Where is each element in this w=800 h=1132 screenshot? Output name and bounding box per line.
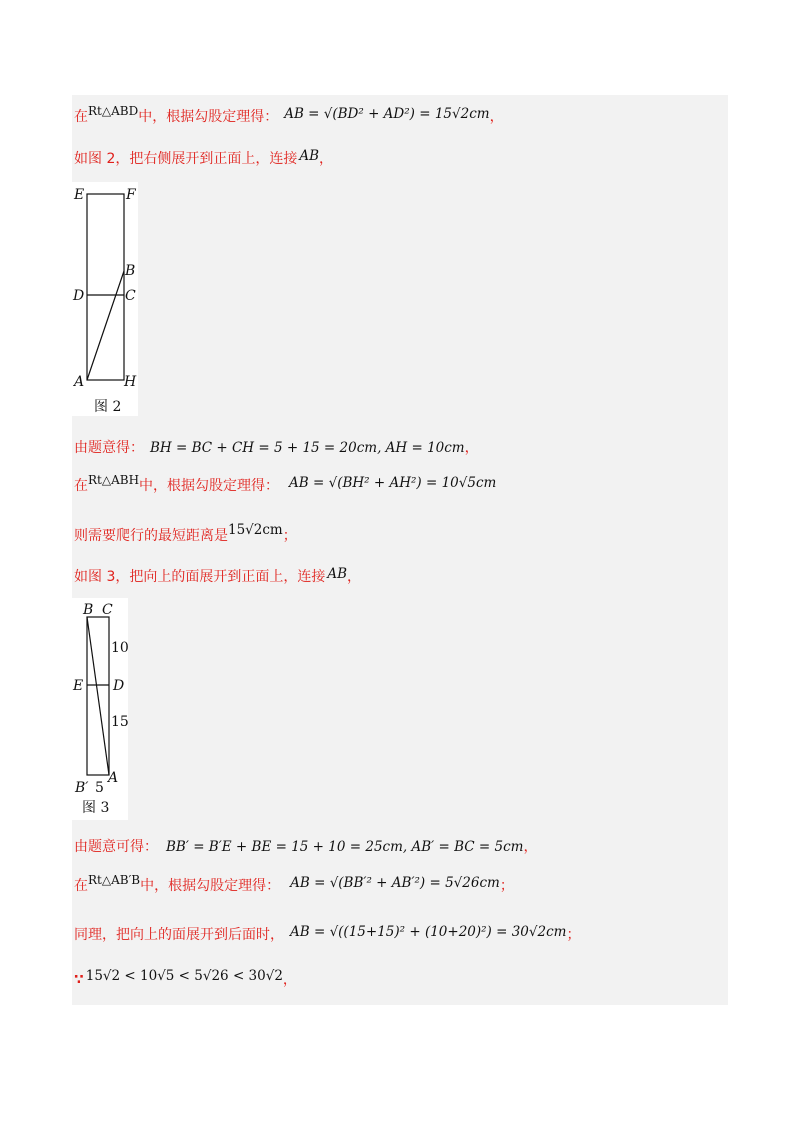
line-5-prefix: 则需要爬行的最短距离是	[74, 528, 228, 544]
label-A: A	[74, 374, 85, 390]
line-5-formula: 15√2cm	[228, 522, 283, 538]
line-8-middle: 中，根据勾股定理得：	[140, 878, 281, 894]
label-E: E	[73, 678, 84, 694]
line-1-suffix: ，	[489, 109, 504, 125]
line-8-suffix: ；	[499, 878, 514, 894]
line-3-formula: BH = BC + CH = 5 + 15 = 20cm, AH = 10cm	[150, 440, 465, 456]
line-7-prefix: 由题意可得：	[74, 839, 158, 855]
figure-2-diagram	[72, 182, 138, 416]
line-7-suffix: ，	[523, 839, 538, 855]
length-10: 10	[111, 640, 128, 656]
text-line-8	[74, 873, 514, 895]
line-1-prefix: 在	[74, 109, 88, 125]
text-line-1	[74, 104, 504, 126]
label-A: A	[108, 770, 119, 786]
line-9-formula: AB = √((15+15)² + (10+20)²) = 30√2cm	[290, 924, 567, 940]
line-1-middle: 中，根据勾股定理得：	[138, 109, 279, 125]
label-C: C	[102, 602, 113, 618]
text-line-7	[74, 836, 537, 856]
line-8-prefix: 在	[74, 878, 88, 894]
line-10-formula: 15√2 < 10√5 < 5√26 < 30√2	[85, 968, 283, 984]
line-4-formula: AB = √(BH² + AH²) = 10√5cm	[289, 475, 497, 491]
line-2-text: 如图 2，把右侧展开到正面上，连接	[74, 151, 298, 167]
figure-3	[72, 598, 128, 820]
label-C: C	[125, 288, 136, 304]
line-2-suffix: ，	[319, 151, 334, 167]
because-symbol: ∵	[74, 972, 84, 988]
label-H: H	[124, 374, 137, 390]
text-line-3	[74, 437, 479, 457]
label-D: D	[113, 678, 125, 694]
figure-3-caption: 图 3	[82, 800, 110, 816]
length-5: 5	[95, 780, 104, 796]
line-1-triangle: Rt△ABD	[88, 104, 139, 118]
line-1-formula: AB = √(BD² + AD²) = 15√2cm	[284, 106, 490, 122]
line-8-triangle: Rt△AB′B	[88, 873, 141, 887]
line-3-suffix: ，	[464, 440, 479, 456]
line-3-prefix: 由题意得：	[74, 440, 144, 456]
line-5-suffix: ；	[282, 528, 297, 544]
line-10-suffix: ，	[282, 972, 297, 988]
line-4-middle: 中，根据勾股定理得：	[139, 478, 280, 494]
line-6-text: 如图 3，把向上的面展开到正面上，连接	[74, 569, 326, 585]
text-line-4	[74, 473, 496, 495]
line-2-math: AB	[299, 148, 320, 164]
line-9-suffix: ；	[566, 927, 581, 943]
label-E: E	[74, 187, 85, 203]
text-line-5	[74, 522, 297, 545]
label-B: B	[83, 602, 94, 618]
line-7-formula: BB′ = B′E + BE = 15 + 10 = 25cm, AB′ = BC = 5cm	[166, 839, 524, 855]
line-6-suffix: ，	[347, 569, 362, 585]
text-line-9	[74, 924, 580, 944]
text-line-2	[74, 148, 333, 168]
figure-2	[72, 182, 138, 416]
figure-2-caption: 图 2	[94, 399, 122, 415]
line-8-formula: AB = √(BB′² + AB′²) = 5√26cm	[290, 875, 500, 891]
line-4-prefix: 在	[74, 478, 88, 494]
text-line-6	[74, 566, 361, 586]
label-B: B	[125, 263, 136, 279]
line-9-prefix: 同理，把向上的面展开到后面时，	[74, 927, 284, 943]
text-line-10	[74, 968, 297, 989]
label-F: F	[126, 187, 136, 203]
label-D: D	[73, 288, 85, 304]
document-panel	[72, 95, 728, 1005]
label-B-prime: B′	[75, 780, 89, 796]
line-4-triangle: Rt△ABH	[88, 473, 140, 487]
length-15: 15	[111, 714, 128, 730]
figure-3-diagram	[72, 598, 128, 820]
line-6-math: AB	[327, 566, 348, 582]
